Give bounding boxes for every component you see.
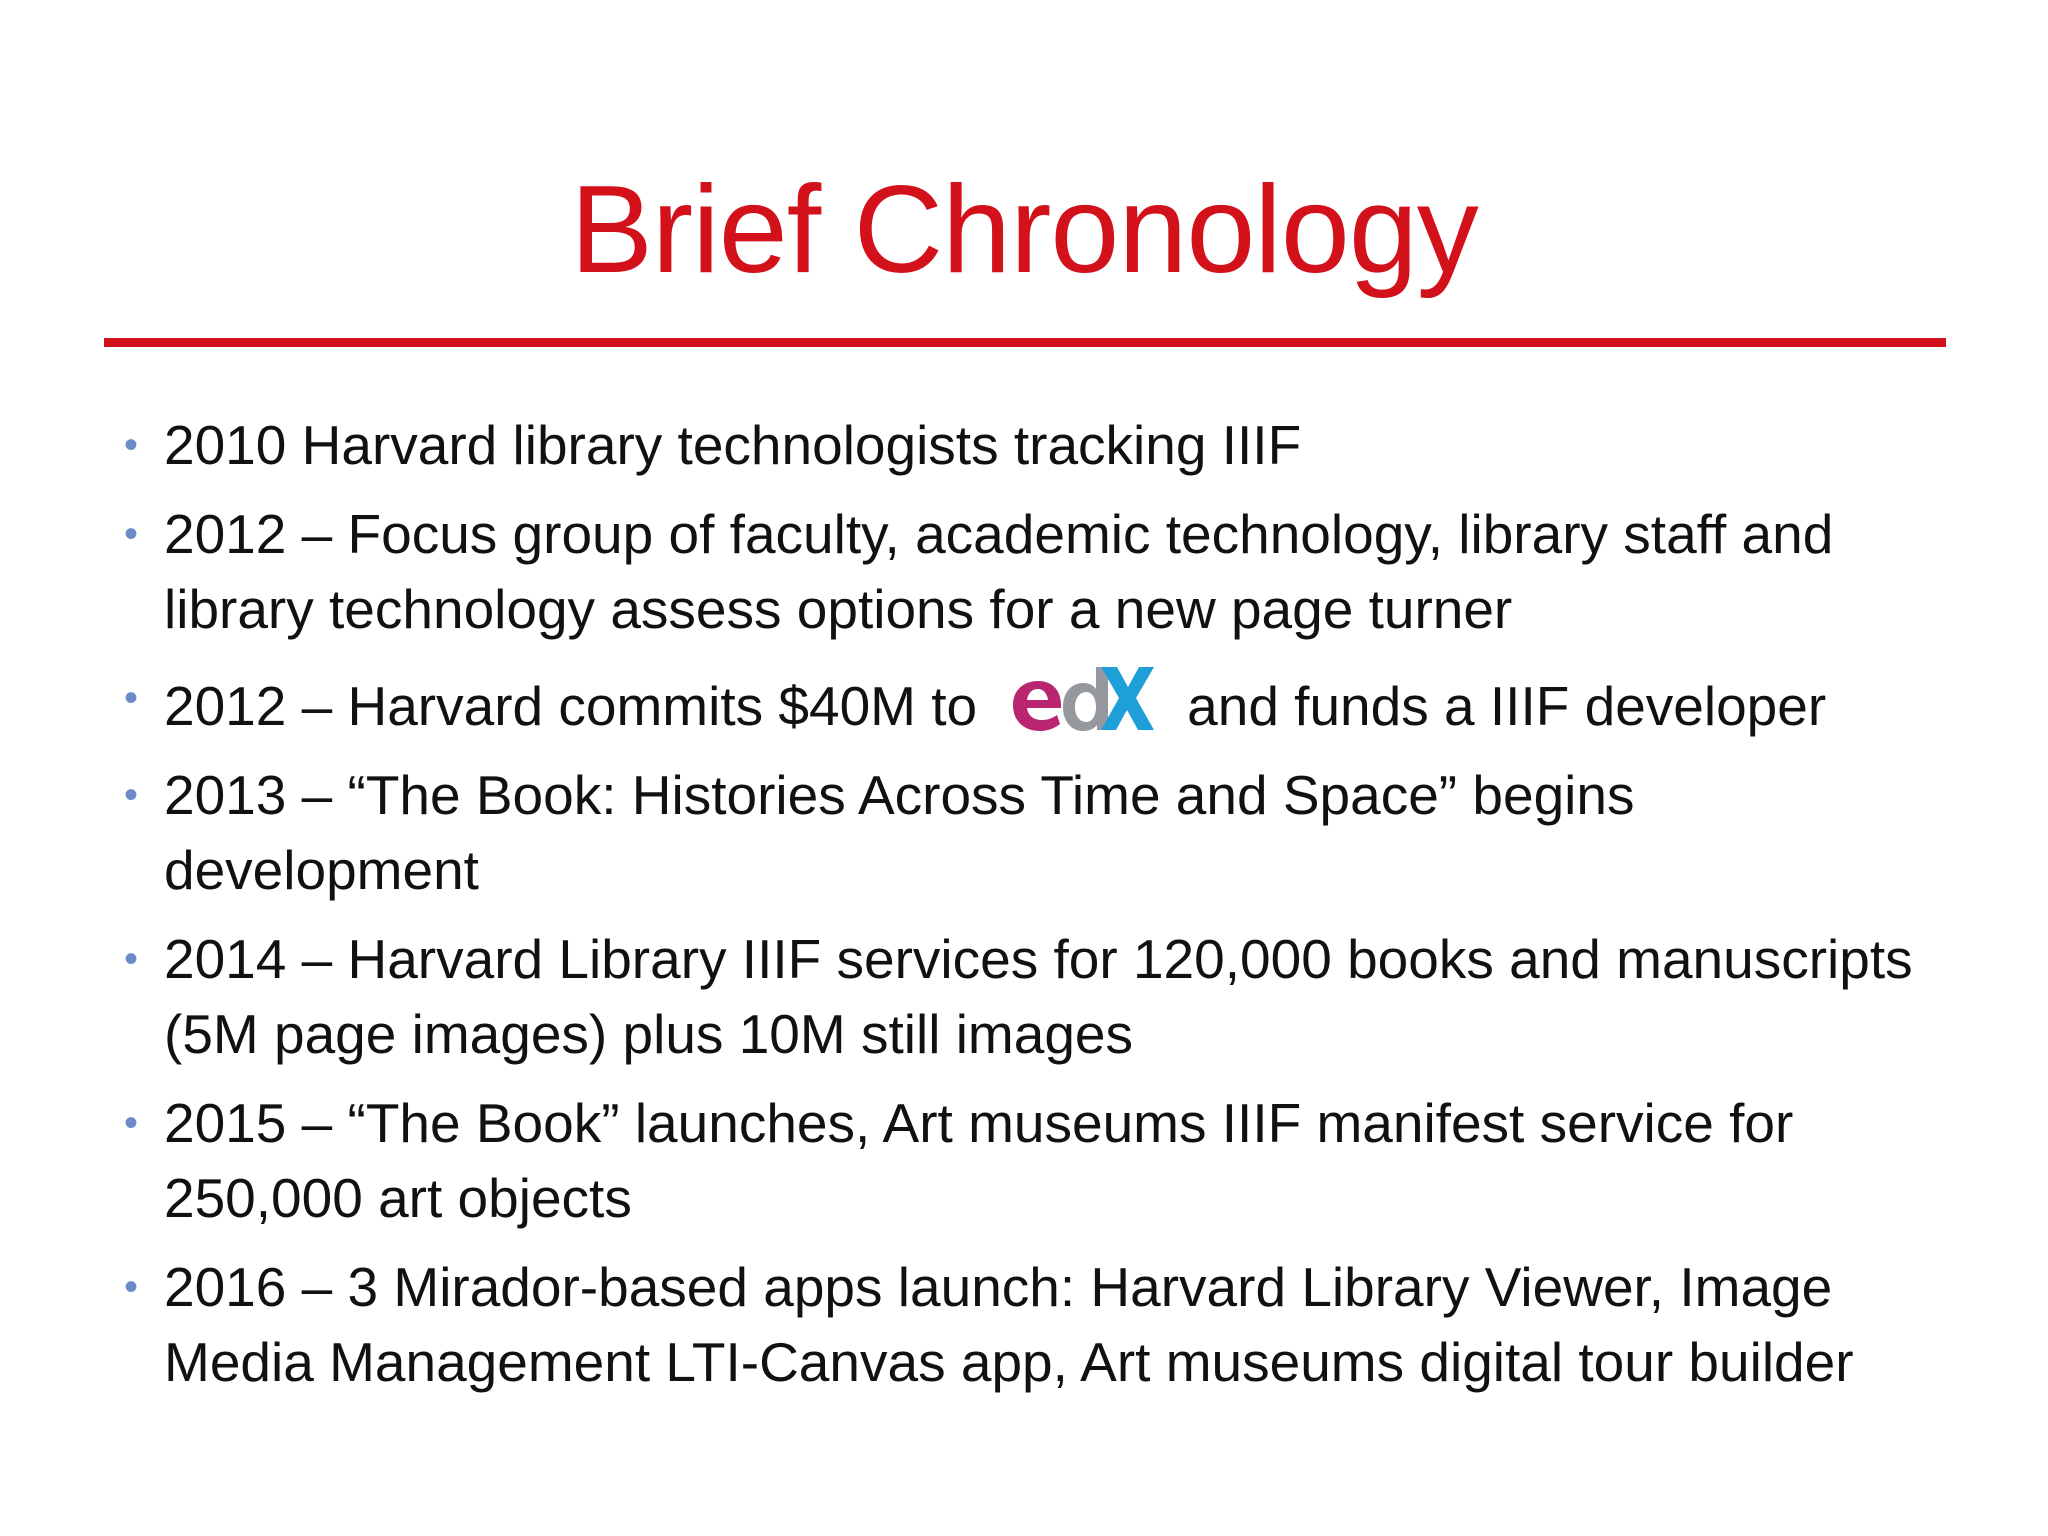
- list-item: [104, 1250, 1944, 1400]
- list-item: [104, 922, 1944, 1072]
- chronology-list: [104, 408, 1944, 1414]
- bullet-text: 2010 Harvard library technologists tracking IIIF: [164, 414, 1302, 476]
- bullet-icon: •: [124, 773, 139, 817]
- bullet-text: 2013 – “The Book: Histories Across Time and Space” begins development: [164, 764, 1635, 901]
- bullet-icon: •: [124, 676, 139, 720]
- bullet-text: 2012 – Harvard commits $40M to: [164, 675, 978, 737]
- list-item: [104, 758, 1944, 908]
- title-divider: [104, 338, 1946, 347]
- list-item: [104, 661, 1944, 744]
- bullet-text: 2014 – Harvard Library IIIF services for 120,000 books and manuscripts (5M page images) plus 10M still images: [164, 928, 1913, 1065]
- bullet-icon: •: [124, 1265, 139, 1309]
- slide-title: Brief Chronology: [570, 161, 1478, 299]
- list-item: [104, 408, 1944, 483]
- bullet-icon: •: [124, 937, 139, 981]
- list-item: [104, 497, 1944, 647]
- edx-logo-icon: [1005, 661, 1155, 733]
- bullet-icon: •: [124, 1101, 139, 1145]
- bullet-text-continued: and funds a IIIF developer: [1187, 675, 1827, 737]
- bullet-icon: •: [124, 423, 139, 467]
- list-item: [104, 1086, 1944, 1236]
- bullet-icon: •: [124, 512, 139, 556]
- bullet-text: 2016 – 3 Mirador-based apps launch: Harvard Library Viewer, Image Media Management LTI-Canvas app, Art museums digital tour builder: [164, 1256, 1854, 1393]
- bullet-text: 2015 – “The Book” launches, Art museums IIIF manifest service for 250,000 art objects: [164, 1092, 1794, 1229]
- bullet-text: 2012 – Focus group of faculty, academic technology, library staff and library technology assess options for a new page turner: [164, 503, 1834, 640]
